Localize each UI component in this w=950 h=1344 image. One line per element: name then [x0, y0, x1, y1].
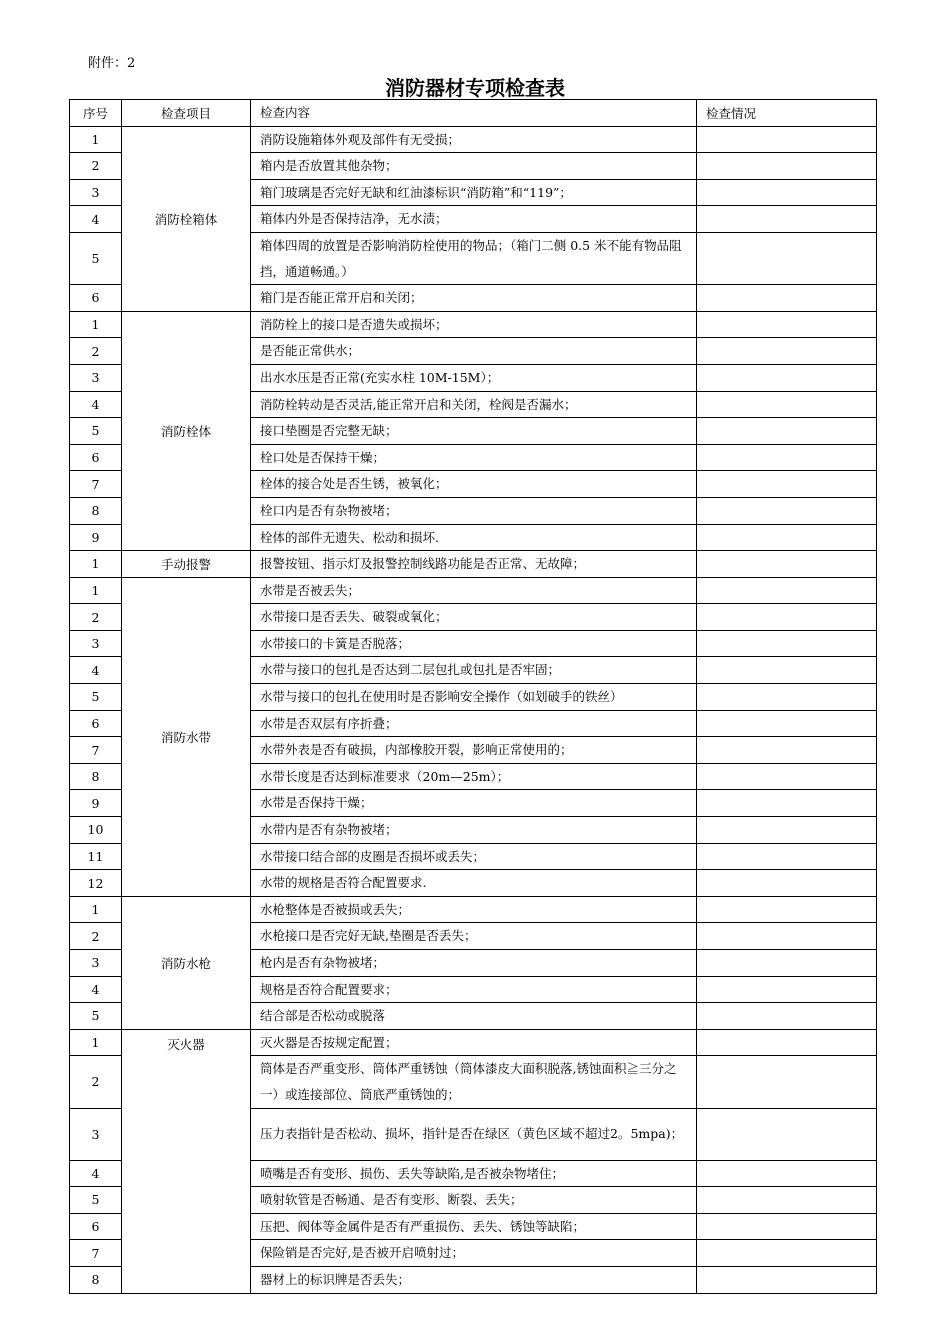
row-seq: 1	[70, 896, 122, 923]
row-status-cell[interactable]	[697, 1056, 877, 1108]
row-status-cell[interactable]	[697, 364, 877, 391]
row-content: 水带接口的卡簧是否脱落；	[251, 630, 697, 657]
row-seq: 7	[70, 1240, 122, 1267]
header-seq: 序号	[70, 100, 122, 127]
row-content: 水带与接口的包扎在使用时是否影响安全操作（如划破手的铁丝）	[251, 684, 697, 711]
row-seq: 3	[70, 950, 122, 977]
row-content: 栓体的接合处是否生锈，被氧化；	[251, 471, 697, 498]
row-content: 栓口内是否有杂物被堵；	[251, 497, 697, 524]
row-seq: 2	[70, 923, 122, 950]
row-content: 保险销是否完好,是否被开启喷射过；	[251, 1240, 697, 1267]
row-seq: 6	[70, 285, 122, 312]
row-seq: 8	[70, 497, 122, 524]
row-content: 器材上的标识牌是否丢失；	[251, 1266, 697, 1293]
row-content: 压力表指针是否松动、损坏，指针是否在绿区（黄色区域不超过2。5mpa)；	[251, 1108, 697, 1160]
row-seq: 6	[70, 710, 122, 737]
row-status-cell[interactable]	[697, 577, 877, 604]
row-content: 是否能正常供水；	[251, 338, 697, 365]
row-content: 水带长度是否达到标准要求（20m—25m）；	[251, 763, 697, 790]
row-seq: 2	[70, 1056, 122, 1108]
row-status-cell[interactable]	[697, 843, 877, 870]
row-status-cell[interactable]	[697, 418, 877, 445]
row-content: 消防栓转动是否灵活,能正常开启和关闭，栓阀是否漏水；	[251, 391, 697, 418]
inspection-item-name: 消防栓体	[122, 311, 251, 550]
row-status-cell[interactable]	[697, 126, 877, 153]
row-status-cell[interactable]	[697, 444, 877, 471]
row-seq: 4	[70, 657, 122, 684]
row-status-cell[interactable]	[697, 710, 877, 737]
row-content: 枪内是否有杂物被堵；	[251, 950, 697, 977]
row-content: 消防设施箱体外观及部件有无受损；	[251, 126, 697, 153]
table-row	[70, 126, 877, 153]
row-content: 水带接口是否丢失、破裂或氧化；	[251, 604, 697, 631]
table-header-row	[70, 100, 877, 127]
row-content: 筒体是否严重变形、筒体严重锈蚀（筒体漆皮大面积脱落,锈蚀面积≧三分之一）或连接部位、筒底严重锈蚀的；	[251, 1056, 697, 1108]
row-status-cell[interactable]	[697, 153, 877, 180]
row-content: 箱门是否能正常开启和关闭；	[251, 285, 697, 312]
row-status-cell[interactable]	[697, 524, 877, 551]
row-seq: 4	[70, 391, 122, 418]
row-status-cell[interactable]	[697, 976, 877, 1003]
table-row	[70, 1029, 877, 1056]
row-seq: 8	[70, 1266, 122, 1293]
row-content: 栓体的部件无遗失、松动和损坏.	[251, 524, 697, 551]
row-seq: 11	[70, 843, 122, 870]
row-content: 规格是否符合配置要求；	[251, 976, 697, 1003]
row-content: 水带外表是否有破损，内部橡胶开裂，影响正常使用的；	[251, 737, 697, 764]
row-status-cell[interactable]	[697, 817, 877, 844]
row-seq: 8	[70, 763, 122, 790]
row-content: 压把、阀体等金属件是否有严重损伤、丢失、锈蚀等缺陷；	[251, 1213, 697, 1240]
row-content: 水枪整体是否被损或丢失；	[251, 896, 697, 923]
row-content: 喷嘴是否有变形、损伤、丢失等缺陷,是否被杂物堵住；	[251, 1160, 697, 1187]
row-content: 出水水压是否正常(充实水柱 10M-15M）；	[251, 364, 697, 391]
row-status-cell[interactable]	[697, 1160, 877, 1187]
table-row	[70, 551, 877, 578]
inspection-item-name: 消防栓箱体	[122, 126, 251, 311]
row-seq: 5	[70, 684, 122, 711]
row-content: 水带与接口的包扎是否达到二层包扎或包扎是否牢固；	[251, 657, 697, 684]
row-seq: 4	[70, 976, 122, 1003]
row-content: 箱内是否放置其他杂物；	[251, 153, 697, 180]
row-content: 水带是否保持干燥；	[251, 790, 697, 817]
row-content: 水带是否被丢失；	[251, 577, 697, 604]
row-status-cell[interactable]	[697, 1029, 877, 1056]
row-seq: 3	[70, 364, 122, 391]
row-seq: 7	[70, 737, 122, 764]
attachment-label: 附件：2	[88, 56, 136, 71]
row-seq: 12	[70, 870, 122, 897]
row-status-cell[interactable]	[697, 232, 877, 284]
row-content: 水带内是否有杂物被堵；	[251, 817, 697, 844]
row-status-cell[interactable]	[697, 471, 877, 498]
row-seq: 4	[70, 1160, 122, 1187]
header-status: 检查情况	[697, 100, 877, 127]
row-seq: 1	[70, 126, 122, 153]
row-content: 灭火器是否按规定配置；	[251, 1029, 697, 1056]
table-row	[70, 311, 877, 338]
row-status-cell[interactable]	[697, 790, 877, 817]
row-status-cell[interactable]	[697, 657, 877, 684]
row-seq: 5	[70, 1187, 122, 1214]
row-status-cell[interactable]	[697, 763, 877, 790]
row-seq: 6	[70, 444, 122, 471]
inspection-item-name: 消防水枪	[122, 896, 251, 1029]
row-status-cell[interactable]	[697, 338, 877, 365]
row-status-cell[interactable]	[697, 604, 877, 631]
row-seq: 5	[70, 232, 122, 284]
row-seq: 7	[70, 471, 122, 498]
row-content: 喷射软管是否畅通、是否有变形、断裂、丢失；	[251, 1187, 697, 1214]
header-item: 检查项目	[122, 100, 251, 127]
row-status-cell[interactable]	[697, 1240, 877, 1267]
row-status-cell[interactable]	[697, 179, 877, 206]
row-content: 箱门玻璃是否完好无缺和红油漆标识“消防箱”和“119”；	[251, 179, 697, 206]
row-seq: 10	[70, 817, 122, 844]
row-status-cell[interactable]	[697, 923, 877, 950]
row-content: 接口垫圈是否完整无缺；	[251, 418, 697, 445]
row-status-cell[interactable]	[697, 950, 877, 977]
row-seq: 2	[70, 153, 122, 180]
row-seq: 3	[70, 179, 122, 206]
row-seq: 4	[70, 206, 122, 233]
row-status-cell[interactable]	[697, 551, 877, 578]
row-content: 水带是否双层有序折叠；	[251, 710, 697, 737]
row-seq: 3	[70, 630, 122, 657]
inspection-table	[69, 99, 877, 1294]
row-content: 结合部是否松动或脱落	[251, 1003, 697, 1030]
row-seq: 2	[70, 338, 122, 365]
row-status-cell[interactable]	[697, 1187, 877, 1214]
table-row	[70, 577, 877, 604]
row-status-cell[interactable]	[697, 391, 877, 418]
row-status-cell[interactable]	[697, 1266, 877, 1293]
table-row	[70, 896, 877, 923]
row-content: 消防栓上的接口是否遗失或损坏；	[251, 311, 697, 338]
row-status-cell[interactable]	[697, 896, 877, 923]
row-seq: 9	[70, 790, 122, 817]
row-seq: 9	[70, 524, 122, 551]
row-status-cell[interactable]	[697, 737, 877, 764]
row-content: 水带的规格是否符合配置要求.	[251, 870, 697, 897]
table-body	[70, 126, 877, 1293]
row-status-cell[interactable]	[697, 870, 877, 897]
inspection-item-name: 灭火器	[122, 1029, 251, 1293]
row-seq: 3	[70, 1108, 122, 1160]
row-seq: 5	[70, 418, 122, 445]
row-status-cell[interactable]	[697, 285, 877, 312]
row-status-cell[interactable]	[697, 311, 877, 338]
row-seq: 6	[70, 1213, 122, 1240]
row-status-cell[interactable]	[697, 206, 877, 233]
row-content: 箱体四周的放置是否影响消防栓使用的物品；（箱门二侧 0.5 米不能有物品阻挡，通道畅通。）	[251, 232, 697, 284]
inspection-item-name: 消防水带	[122, 577, 251, 896]
row-content: 报警按钮、指示灯及报警控制线路功能是否正常、无故障；	[251, 551, 697, 578]
row-seq: 1	[70, 577, 122, 604]
row-content: 箱体内外是否保持洁净，无水渍；	[251, 206, 697, 233]
row-status-cell[interactable]	[697, 684, 877, 711]
row-status-cell[interactable]	[697, 1003, 877, 1030]
row-status-cell[interactable]	[697, 1108, 877, 1160]
row-content: 水枪接口是否完好无缺,垫圈是否丢失；	[251, 923, 697, 950]
row-status-cell[interactable]	[697, 497, 877, 524]
row-content: 水带接口结合部的皮圈是否损坏或丢失；	[251, 843, 697, 870]
row-content: 栓口处是否保持干燥；	[251, 444, 697, 471]
inspection-item-name: 手动报警	[122, 551, 251, 578]
row-seq: 5	[70, 1003, 122, 1030]
page-title: 消防器材专项检查表	[385, 76, 565, 100]
header-content: 检查内容	[251, 100, 697, 127]
row-status-cell[interactable]	[697, 1213, 877, 1240]
row-seq: 1	[70, 311, 122, 338]
row-seq: 1	[70, 1029, 122, 1056]
row-seq: 1	[70, 551, 122, 578]
row-seq: 2	[70, 604, 122, 631]
row-status-cell[interactable]	[697, 630, 877, 657]
